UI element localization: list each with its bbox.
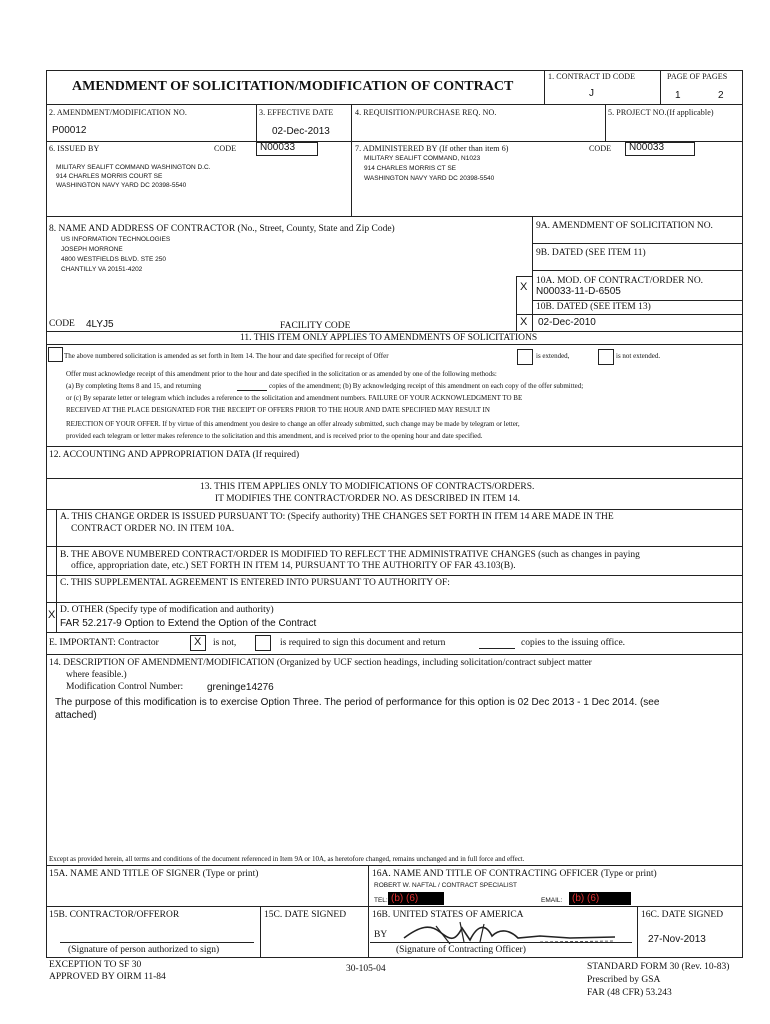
tel-redacted: (b) (6)	[388, 892, 444, 905]
issued-address-1: MILITARY SEALIFT COMMAND WASHINGTON D.C.	[56, 164, 211, 171]
item-11-para-7: provided each telegram or letter makes reference to the solicitation and this amendment, and is received prior to the opening hour and date specified.	[66, 432, 483, 440]
administered-by-label: 7. ADMINISTERED BY (If other than item 6)	[355, 144, 509, 153]
item-13d-mark: X	[48, 609, 56, 621]
issued-address-2: 914 CHARLES MORRIS COURT SE	[56, 173, 163, 180]
officer-name: ROBERT W. NAFTAL / CONTRACT SPECIALIST	[374, 882, 518, 889]
footer-form-number: 30-105-04	[346, 964, 386, 974]
issued-by-label: 6. ISSUED BY	[49, 144, 100, 153]
item-9b-label: 9B. DATED (SEE ITEM 11)	[536, 248, 646, 258]
contractor-line-3: 4800 WESTFIELDS BLVD. STE 250	[61, 256, 167, 263]
footer-exception: EXCEPTION TO SF 30	[49, 960, 142, 970]
item-13-heading-1: 13. THIS ITEM APPLIES ONLY TO MODIFICATIONS OF CONTRACTS/ORDERS.	[200, 482, 535, 492]
item-10a-label: 10A. MOD. OF CONTRACT/ORDER NO.	[536, 276, 704, 286]
item-11-para-2: (a) By completing Items 8 and 15, and returning	[66, 382, 202, 390]
officer-signature	[400, 918, 620, 946]
issued-code-label: CODE	[214, 144, 237, 153]
amendment-no-label: 2. AMENDMENT/MODIFICATION NO.	[49, 108, 188, 117]
item-13d-line: D. OTHER (Specify type of modification and authority)	[60, 605, 274, 615]
item-10b-label: 10B. DATED (SEE ITEM 13)	[536, 302, 651, 312]
signature-officer-caption: (Signature of Contracting Officer)	[396, 945, 526, 955]
total-pages: 2	[718, 90, 724, 101]
item-13d-value: FAR 52.217-9 Option to Extend the Option of the Contract	[60, 618, 317, 629]
item-11-heading: 11. THIS ITEM ONLY APPLIES TO AMENDMENTS OF SOLICITATIONS	[240, 333, 538, 343]
item-14-label: 14. DESCRIPTION OF AMENDMENT/MODIFICATION (Organized by UCF section headings, including solicitation/contract subject matter	[49, 658, 592, 668]
item-11-para-1: Offer must acknowledge receipt of this amendment prior to the hour and date specified in the solicitation or as amended by one of the following methods:	[66, 370, 497, 378]
amendment-no: P00012	[52, 125, 87, 136]
item-e-copies: copies to the issuing office.	[521, 638, 626, 648]
item-13a-line-1: A. THIS CHANGE ORDER IS ISSUED PURSUANT TO: (Specify authority) THE CHANGES SET FORTH IN ITEM 14 ARE MADE IN THE	[60, 512, 614, 522]
page-number: 1	[675, 90, 681, 101]
contractor-line-1: US INFORMATION TECHNOLOGIES	[61, 236, 171, 243]
contract-id-code: J	[589, 88, 594, 99]
contract-id-code-label: 1. CONTRACT ID CODE	[548, 72, 636, 81]
item-11-not-extended: is not extended.	[616, 352, 661, 360]
by-label: BY	[374, 930, 388, 940]
item-10a-mark: X	[520, 281, 528, 293]
item-11-para-6: REJECTION OF YOUR OFFER. If by virtue of this amendment you desire to change an offer already submitted, such change may be made by telegram or letter,	[66, 420, 520, 428]
admin-address-1: MILITARY SEALIFT COMMAND, N1023	[364, 155, 481, 162]
item-13b-line-1: B. THE ABOVE NUMBERED CONTRACT/ORDER IS MODIFIED TO REFLECT THE ADMINISTRATIVE CHANGES (such as changes in paying	[60, 550, 640, 560]
footer-approved: APPROVED BY OIRM 11-84	[49, 972, 166, 982]
effective-date-label: 3. EFFECTIVE DATE	[259, 108, 334, 117]
admin-address-3: WASHINGTON NAVY YARD DC 20398-5540	[364, 175, 495, 182]
form-title: AMENDMENT OF SOLICITATION/MODIFICATION OF CONTRACT	[72, 79, 514, 94]
signer-15a-label: 15A. NAME AND TITLE OF SIGNER (Type or print)	[49, 869, 259, 879]
admin-code: N00033	[629, 142, 665, 153]
item-11-para-4: or (c) By separate letter or telegram which includes a reference to the solicitation and amendment numbers. FAILURE OF YOUR ACKNOWLEDGMENT TO BE	[66, 394, 523, 402]
item-13c-line: C. THIS SUPPLEMENTAL AGREEMENT IS ENTERED INTO PURSUANT TO AUTHORITY OF:	[60, 578, 450, 588]
item-11-line-1: The above numbered solicitation is amended as set forth in Item 14. The hour and date specified for receipt of Offer	[64, 352, 389, 360]
footer-far: FAR (48 CFR) 53.243	[587, 988, 672, 998]
signer-16b-label: 16B. UNITED STATES OF AMERICA	[372, 910, 524, 920]
item-11-para-5: RECEIVED AT THE PLACE DESIGNATED FOR THE RECEIPT OF OFFERS PRIOR TO THE HOUR AND DATE SPECIFIED MAY RESULT IN	[66, 406, 490, 414]
contractor-line-4: CHANTILLY VA 20151-4202	[61, 266, 143, 273]
item-e-label: E. IMPORTANT: Contractor	[49, 638, 159, 648]
date-signed: 27-Nov-2013	[648, 934, 706, 945]
item-13a-line-2: CONTRACT ORDER NO. IN ITEM 10A.	[71, 524, 235, 534]
item-e-mark: X	[194, 636, 202, 648]
control-number-value: greninge14276	[207, 682, 274, 693]
effective-date: 02-Dec-2013	[272, 126, 330, 137]
item-10b-mark: X	[520, 316, 528, 328]
item-13-heading-2: IT MODIFIES THE CONTRACT/ORDER NO. AS DESCRIBED IN ITEM 14.	[215, 494, 520, 504]
item-e-required: is required to sign this document and return	[280, 638, 446, 648]
contractor-code: 4LYJ5	[86, 319, 114, 330]
tel-label: TEL:	[374, 897, 388, 904]
signer-15c-label: 15C. DATE SIGNED	[264, 910, 347, 920]
requisition-label: 4. REQUISITION/PURCHASE REQ. NO.	[355, 108, 497, 117]
email-redacted: (b) (6)	[569, 892, 631, 905]
contractor-line-2: JOSEPH MORRONE	[61, 246, 123, 253]
email-label: EMAIL:	[541, 897, 563, 904]
issued-address-3: WASHINGTON NAVY YARD DC 20398-5540	[56, 182, 187, 189]
footer-prescribed: Prescribed by GSA	[587, 975, 661, 985]
signer-16a-label: 16A. NAME AND TITLE OF CONTRACTING OFFICER (Type or print)	[372, 869, 657, 879]
item-14-text-1: The purpose of this modification is to exercise Option Three. The period of performance for this option is 02 Dec 2013 - 1 Dec 2014. (see	[55, 697, 660, 708]
item-14-label-2: where feasible.)	[66, 670, 127, 680]
item-10b-value: 02-Dec-2010	[538, 317, 596, 328]
item-11-para-3: copies of the amendment; (b) By acknowledging receipt of this amendment on each copy of the offer submitted;	[269, 382, 584, 390]
contractor-code-label: CODE	[49, 319, 75, 329]
page-of-pages-label: PAGE OF PAGES	[667, 72, 728, 81]
project-no-label: 5. PROJECT NO.(If applicable)	[608, 108, 714, 117]
contractor-label: 8. NAME AND ADDRESS OF CONTRACTOR (No., Street, County, State and Zip Code)	[49, 224, 395, 234]
admin-code-label: CODE	[589, 144, 612, 153]
item-14-text-2: attached)	[55, 710, 97, 721]
signer-15b-label: 15B. CONTRACTOR/OFFEROR	[49, 910, 180, 920]
item-13b-line-2: office, appropriation date, etc.) SET FORTH IN ITEM 14, PURSUANT TO THE AUTHORITY OF FAR 43.103(B).	[71, 561, 516, 571]
control-number-label: Modification Control Number:	[66, 682, 184, 692]
issued-code: N00033	[260, 142, 296, 153]
signer-16c-label: 16C. DATE SIGNED	[641, 910, 724, 920]
item-14-footer: Except as provided herein, all terms and conditions of the document referenced in Item 9A or 10A, as heretofore changed, remains unchanged and in full force and effect.	[49, 855, 525, 863]
item-10a-value: N00033-11-D-6505	[536, 286, 621, 297]
admin-address-2: 914 CHARLES MORRIS CT SE	[364, 165, 456, 172]
item-12-label: 12. ACCOUNTING AND APPROPRIATION DATA (If required)	[49, 450, 300, 460]
item-11-extended: is extended,	[536, 352, 570, 360]
signature-person-caption: (Signature of person authorized to sign)	[68, 945, 220, 955]
facility-code-label: FACILITY CODE	[280, 321, 351, 331]
footer-standard-form: STANDARD FORM 30 (Rev. 10-83)	[587, 962, 730, 972]
item-9a-label: 9A. AMENDMENT OF SOLICITATION NO.	[536, 221, 713, 231]
item-e-is-not: is not,	[213, 638, 237, 648]
